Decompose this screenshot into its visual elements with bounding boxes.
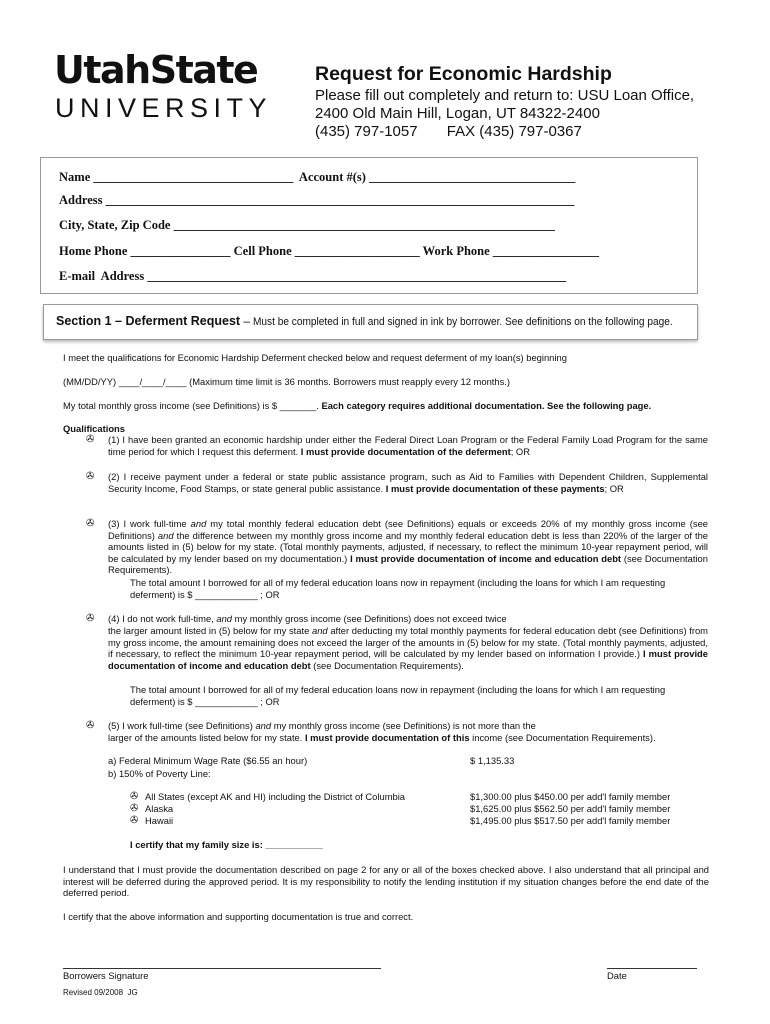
qualification-4: the larger amount listed in (5) below for my state and after deducting my total monthly payments for federal education debt (see Definitions) from my gross income, the amount remaining does not exceed the larger of the amounts in (5) below for my state. (Total monthly payments, adjusted, if necessary, to reflect the minimum 10-year repayment period, will be calculated by my lender based on information I provide.) I must provide documentation of income and education debt (see Documentation Requirements). xyxy=(108,625,708,671)
section-1-heading: Section 1 – Deferment Request – Must be completed in full and signed in ink by borrower. See definitions on the following page. xyxy=(56,314,674,328)
qualification-3-amount: The total amount I borrowed for all of my federal education loans now in repayment (including the loans for which I am requesting deferment) is $ ____________ ; OR xyxy=(130,577,666,600)
phone-fields[interactable]: Home Phone ________________ Cell Phone ____________________ Work Phone _________________ xyxy=(59,244,600,258)
intro-line-1: I meet the qualifications for Economic Hardship Deferment checked below and request deferment of my loan(s) beginning xyxy=(63,352,567,363)
qualification-2: (2) I receive payment under a federal or state public assistance program, such as Aid to Families with Dependent Children, Supplemental Security Income, Food Stamps, or state general public assistance. I must provide documentation of these payments; OR xyxy=(108,471,708,494)
intro-line-3: My total monthly gross income (see Definitions) is $ _______. Each category requires additional documentation. See the following page. xyxy=(63,400,652,411)
state-alaska-value: $1,625.00 plus $562.50 per add'l family member xyxy=(470,803,671,814)
state-hawaii-value: $1,495.00 plus $517.50 per add'l family member xyxy=(470,815,671,826)
state-all-states: All States (except AK and HI) including the District of Columbia xyxy=(145,791,406,802)
usu-logo-university: UNIVERSITY xyxy=(55,93,273,123)
form-title: Request for Economic Hardship xyxy=(315,63,612,85)
city-state-zip-field[interactable]: City, State, Zip Code _____________________________________________________________ xyxy=(59,218,555,232)
qualification-3: (3) I work full-time and my total monthly federal education debt (see Definitions) equals or exceeds 20% of my monthly gross income (see Definitions) and the difference between my monthly gross income and my monthly federal education debt is less than 220% of the larger of the amounts listed in (5) below for my state. (Total monthly payments, adjusted, if necessary, to reflect the minimum 10-year repayment period, will be calculated by my lender based on my documentation.) I must provide documentation of income and education debt (see Documentation Requirements). xyxy=(108,518,708,576)
poverty-line-label: b) 150% of Poverty Line: xyxy=(108,768,211,779)
office-address: 2400 Old Main Hill, Logan, UT 84322-2400 xyxy=(315,105,600,122)
state-alaska: Alaska xyxy=(145,803,174,814)
usu-logo-wordmark: UtahState xyxy=(54,48,258,92)
address-field[interactable]: Address ___________________________________________________________________________ xyxy=(59,193,575,207)
checkbox-q4-icon[interactable]: ✇ xyxy=(86,613,95,624)
minimum-wage-value: $ 1,135.33 xyxy=(470,755,515,766)
qualification-1: (1) I have been granted an economic hardship under either the Federal Direct Loan Program or the Federal Family Load Program for the same time period for which I request this deferment. I must provide documentation of the deferment; OR xyxy=(108,434,708,457)
checkbox-all-states-icon[interactable]: ✇ xyxy=(130,791,139,802)
understanding-statement: I understand that I must provide the documentation described on page 2 for any or all of the boxes checked above. I also understand that all principal and interest will be deferred during the approved period. It is my responsibility to notify the lending institution if my situation changes before the end date of the deferred period. xyxy=(63,864,709,899)
checkbox-alaska-icon[interactable]: ✇ xyxy=(130,803,139,814)
intro-line-2: (MM/DD/YY) ____/____/____ (Maximum time limit is 36 months. Borrowers must reapply every 12 months.) xyxy=(63,376,511,387)
family-size-field[interactable]: I certify that my family size is: ___________ xyxy=(130,839,323,850)
revision-note: Revised 09/2008 JG xyxy=(63,988,138,997)
signature-label: Borrowers Signature xyxy=(63,970,149,981)
checkbox-hawaii-icon[interactable]: ✇ xyxy=(130,815,139,826)
checkbox-q2-icon[interactable]: ✇ xyxy=(86,471,95,482)
certification-statement: I certify that the above information and supporting documentation is true and correct. xyxy=(63,911,414,922)
email-field[interactable]: E-mail Address ___________________________________________________________________ xyxy=(59,269,567,283)
date-label: Date xyxy=(607,970,627,981)
qualification-4-amount: The total amount I borrowed for all of my federal education loans now in repayment (including the loans for which I am requesting deferment) is $ ____________ ; OR xyxy=(130,684,666,707)
name-account-field[interactable]: Name ________________________________ Account #(s) _________________________________ xyxy=(59,170,576,184)
return-instructions: Please fill out completely and return to: USU Loan Office, xyxy=(315,87,695,104)
qualification-5-line-2: larger of the amounts listed below for my state. I must provide documentation of this income (see Documentation Requirements). xyxy=(108,732,656,743)
date-line[interactable] xyxy=(607,968,697,969)
qualification-4-line-1: (4) I do not work full-time, and my monthly gross income (see Definitions) does not exceed twice xyxy=(108,613,507,624)
qualification-5-line-1: (5) I work full-time (see Definitions) and my monthly gross income (see Definitions) is not more than the xyxy=(108,720,536,731)
minimum-wage-label: a) Federal Minimum Wage Rate ($6.55 an hour) xyxy=(108,755,308,766)
office-phone-fax: (435) 797-1057 FAX (435) 797-0367 xyxy=(315,123,582,140)
signature-line[interactable] xyxy=(63,968,381,969)
qualifications-heading: Qualifications xyxy=(63,423,125,434)
checkbox-q1-icon[interactable]: ✇ xyxy=(86,434,95,445)
section-1-title: Section 1 – Deferment Request xyxy=(56,314,241,328)
checkbox-q5-icon[interactable]: ✇ xyxy=(86,720,95,731)
section-1-header-box xyxy=(43,304,698,340)
section-1-note: Must be completed in full and signed in ink by borrower. See definitions on the following page. xyxy=(253,316,674,328)
state-all-states-value: $1,300.00 plus $450.00 per add'l family member xyxy=(470,791,671,802)
checkbox-q3-icon[interactable]: ✇ xyxy=(86,518,95,529)
state-hawaii: Hawaii xyxy=(145,815,174,826)
